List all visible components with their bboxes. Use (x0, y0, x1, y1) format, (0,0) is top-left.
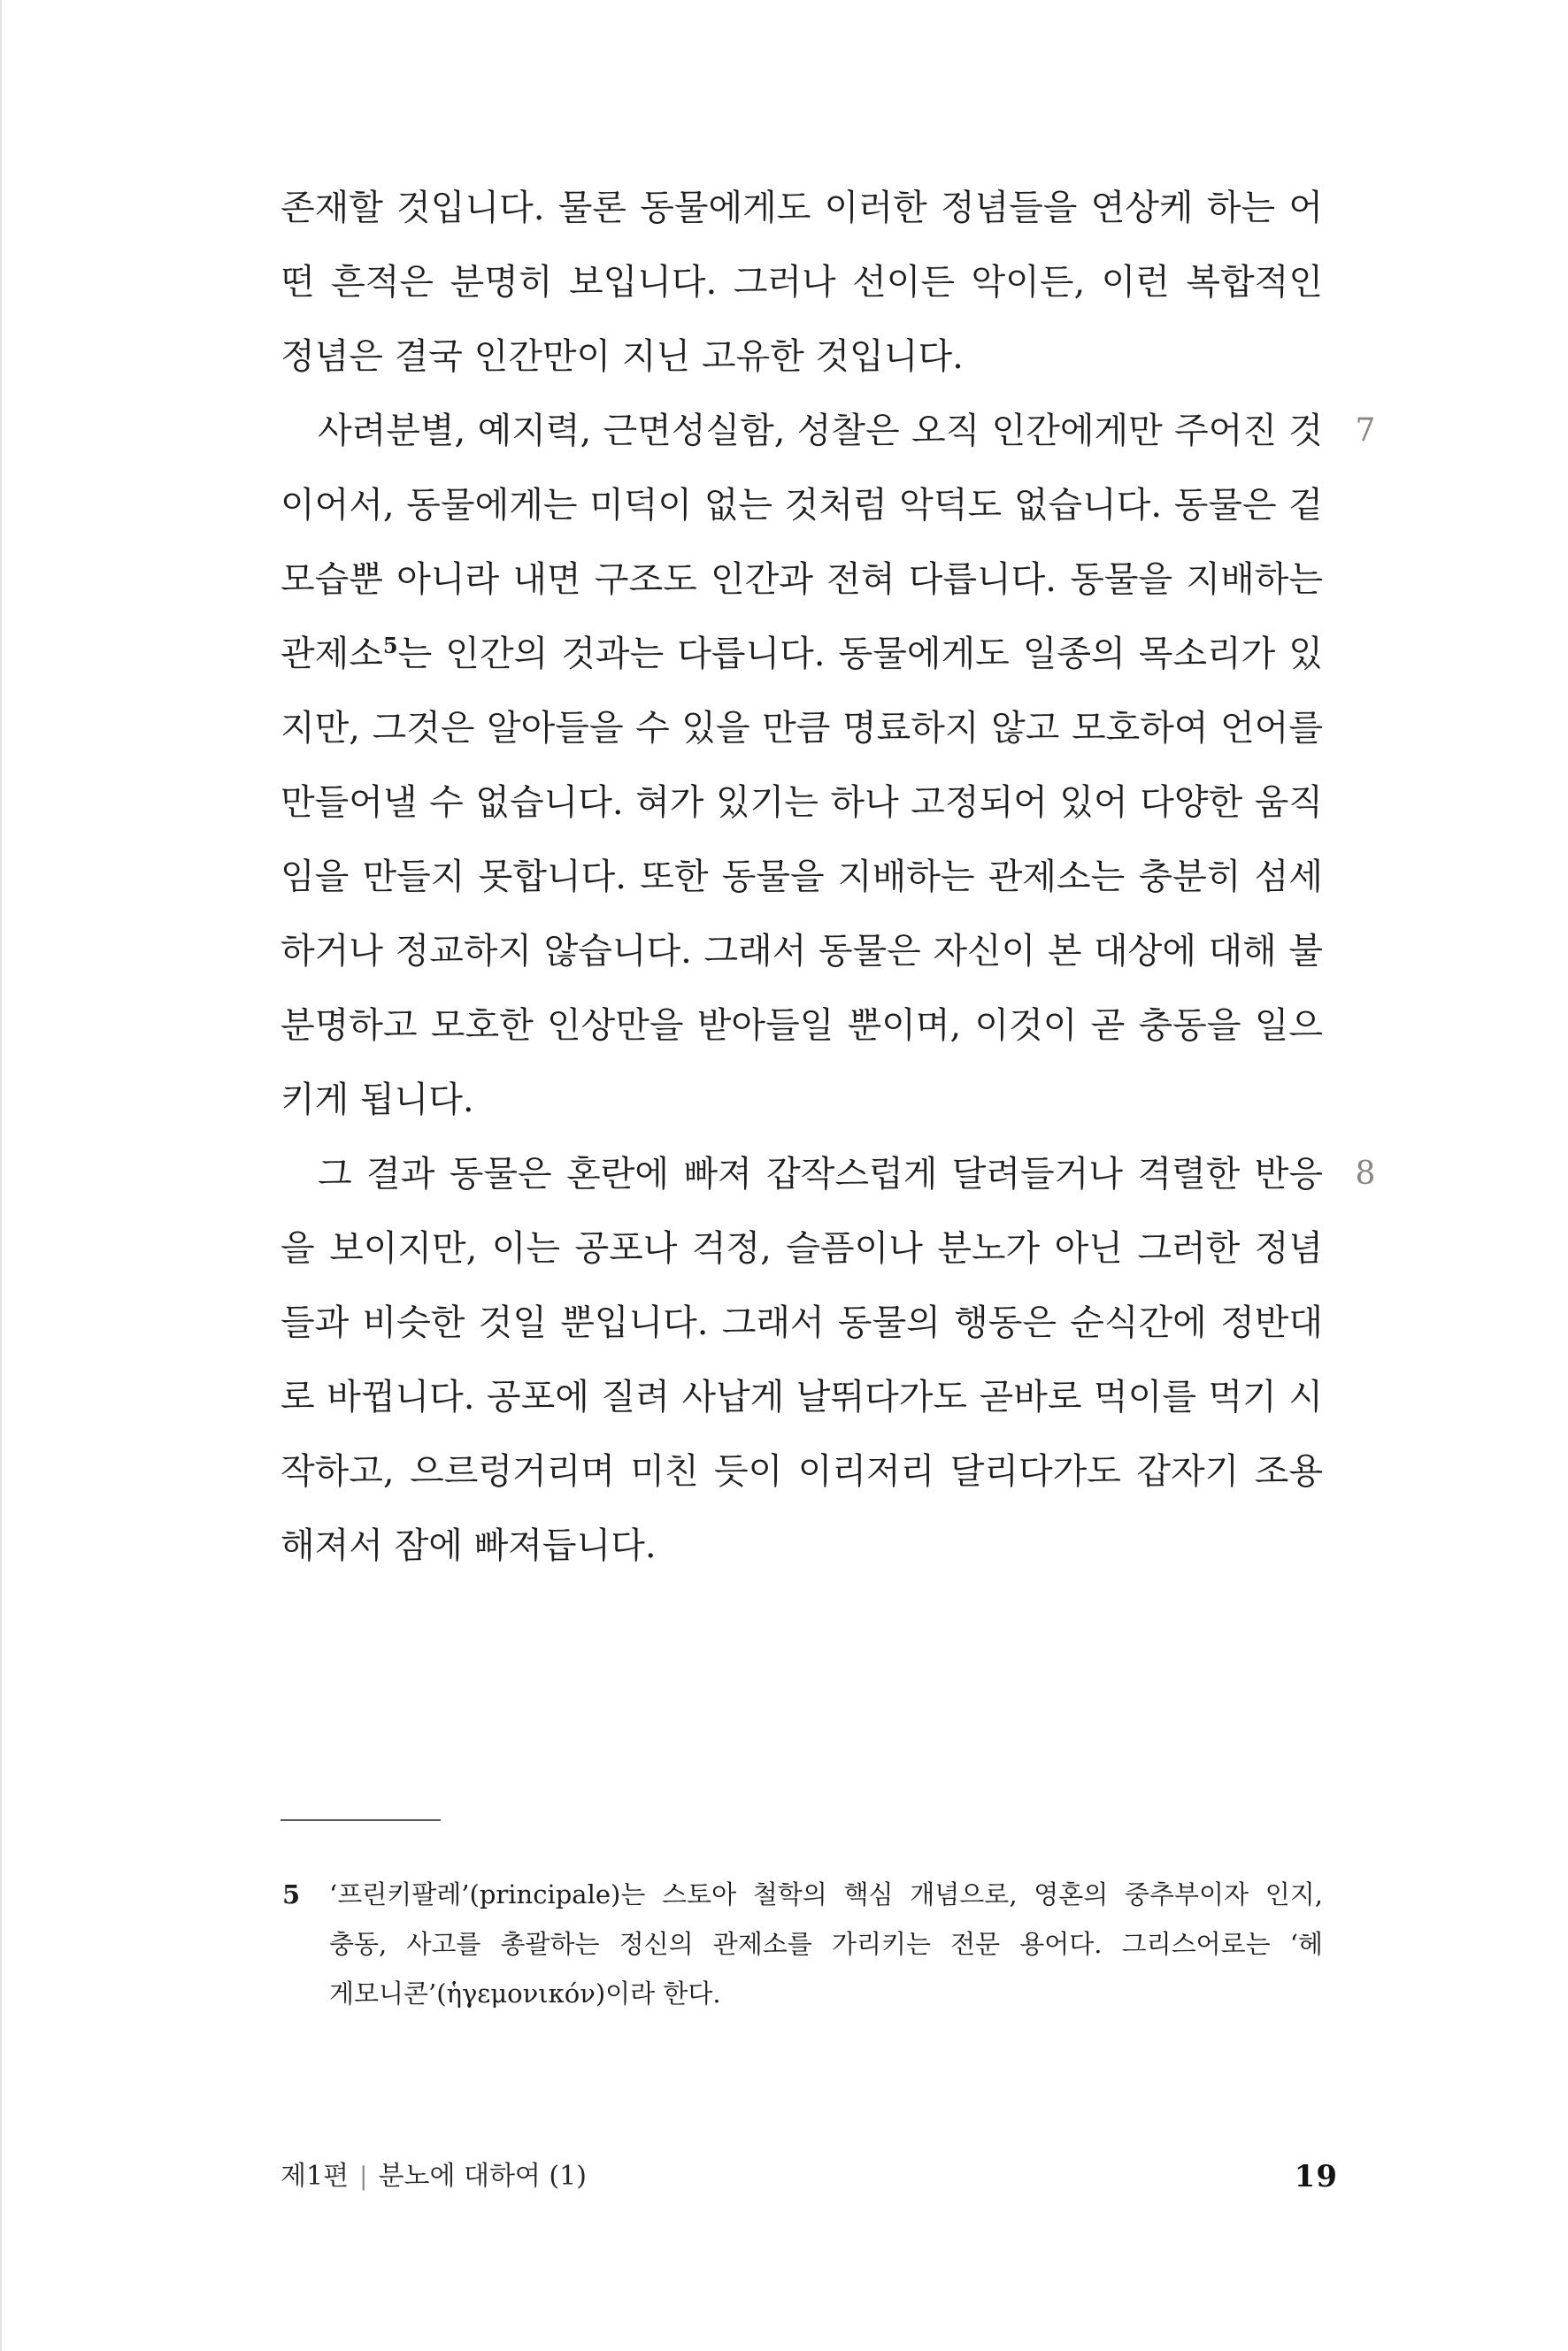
text-line: 키게 됩니다. (281, 1079, 474, 1120)
running-title (281, 2159, 587, 2194)
page-edge-line (0, 0, 2, 2351)
footnote-number: 5 (282, 1879, 301, 1909)
text-segment: 는 인간의 것과는 다릅니다. 동물에게도 일종의 목소리가 있 (397, 634, 1323, 674)
text-line: 을 보이지만, 이는 공포나 걱정, 슬픔이나 분노가 아닌 그러한 정념 (281, 1228, 1323, 1269)
text-line: 만들어낼 수 없습니다. 혀가 있기는 하나 고정되어 있어 다양한 움직 (281, 782, 1323, 823)
footer-section-label: 제1편 (281, 2161, 350, 2192)
page-number: 19 (1294, 2159, 1338, 2194)
text-line: 떤 흔적은 분명히 보입니다. 그러나 선이든 악이든, 이런 복합적인 (281, 262, 1323, 303)
text-line-paragraph-start: 그 결과 동물은 혼란에 빠져 갑작스럽게 달려들거나 격렬한 반응 (318, 1154, 1323, 1195)
text-line: 분명하고 모호한 인상만을 받아들일 뿐이며, 이것이 곧 충동을 일으 (281, 1005, 1323, 1046)
text-line: 작하고, 으르렁거리며 미친 듯이 이리저리 달리다가도 갑자기 조용 (281, 1451, 1323, 1492)
footnote-line: 게모니콘’(ἡγεμονικόν)이라 한다. (329, 1978, 721, 2009)
footnote-text (329, 1870, 1323, 2018)
page-footer (281, 2159, 1338, 2198)
text-line: 지만, 그것은 알아들을 수 있을 만큼 명료하지 않고 모호하여 언어를 (281, 708, 1323, 749)
text-line: 해져서 잠에 빠져듭니다. (281, 1525, 657, 1566)
footnote-block (281, 1870, 1323, 2018)
text-line: 모습뿐 아니라 내면 구조도 인간과 전혀 다릅니다. 동물을 지배하는 (281, 559, 1323, 600)
footer-divider: | (359, 2162, 368, 2191)
footnote-separator (281, 1819, 441, 1821)
text-line: 로 바뀝니다. 공포에 질려 사납게 날뛰다가도 곧바로 먹이를 먹기 시 (281, 1377, 1323, 1418)
text-line: 존재할 것입니다. 물론 동물에게도 이러한 정념들을 연상케 하는 어 (281, 188, 1323, 228)
text-line: 이어서, 동물에게는 미덕이 없는 것처럼 악덕도 없습니다. 동물은 겉 (281, 485, 1323, 526)
footer-chapter-title: 분노에 대하여 (1) (378, 2161, 587, 2192)
text-line: 하거나 정교하지 않습니다. 그래서 동물은 자신이 본 대상에 대해 불 (281, 931, 1323, 972)
margin-section-number-8: 8 (1355, 1156, 1376, 1192)
footnote-line: 충동, 사고를 총괄하는 정신의 관제소를 가리키는 전문 용어다. 그리스어로는 ‘헤 (329, 1929, 1323, 1959)
text-line: 정념은 결국 인간만이 지닌 고유한 것입니다. (281, 336, 964, 377)
margin-section-number-7: 7 (1355, 412, 1376, 449)
main-text (281, 171, 1323, 1583)
text-line: 들과 비슷한 것일 뿐입니다. 그래서 동물의 행동은 순식간에 정반대 (281, 1302, 1323, 1343)
text-line-paragraph-start: 사려분별, 예지력, 근면성실함, 성찰은 오직 인간에게만 주어진 것 (318, 411, 1323, 451)
footnote-ref-5: 5 (382, 633, 398, 658)
footnote-line: ‘프린키팔레’(principale)는 스토아 철학의 핵심 개념으로, 영혼의 중추부이자 인지, (329, 1879, 1323, 1909)
text-line-with-footnote-ref (281, 617, 1323, 691)
text-segment: 관제소 (281, 634, 383, 674)
text-line: 임을 만들지 못합니다. 또한 동물을 지배하는 관제소는 충분히 섬세 (281, 857, 1323, 897)
